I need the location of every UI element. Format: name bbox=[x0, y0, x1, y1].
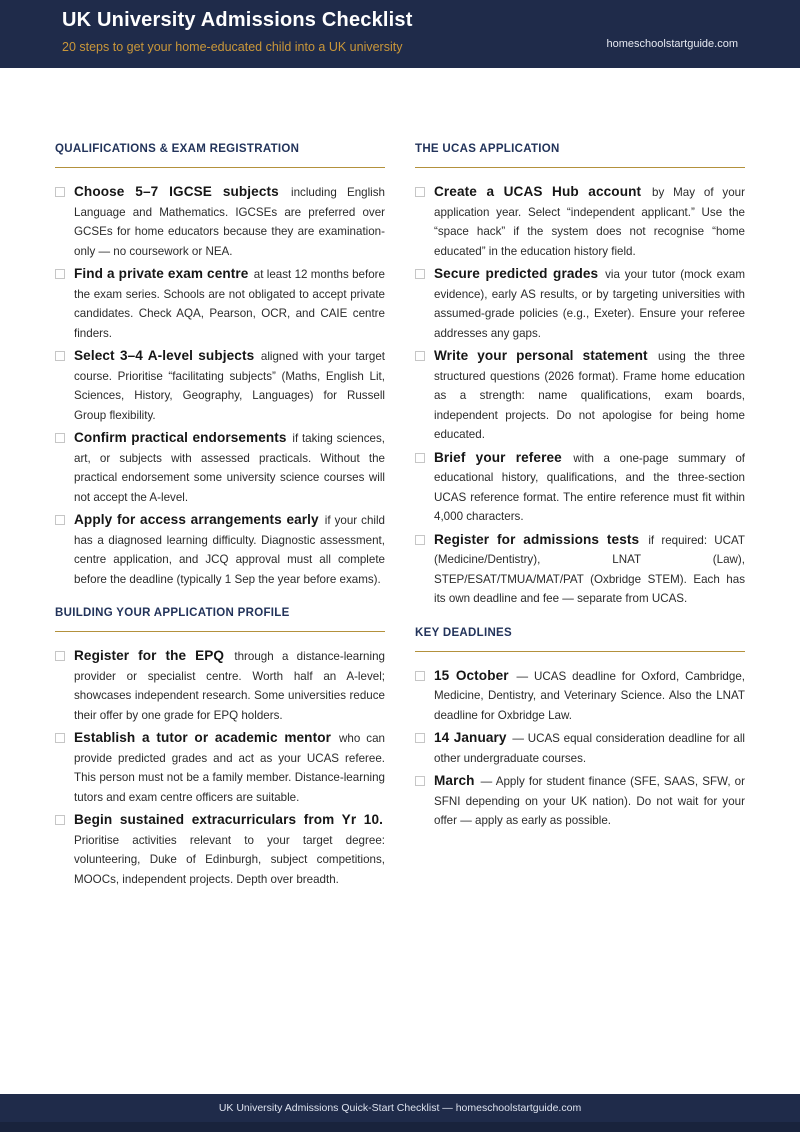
checklist-item bbox=[55, 728, 385, 807]
gold-divider bbox=[55, 167, 385, 168]
item-lead: 14 January bbox=[434, 730, 507, 745]
item-body: who can provide predicted grades and act as your UCAS referee. This person must not be a family member. Distance-learning tutors and exam centre officers are suitable. bbox=[74, 732, 385, 804]
checkbox[interactable] bbox=[415, 535, 425, 545]
right-column bbox=[415, 143, 745, 905]
page-footer bbox=[0, 1094, 800, 1132]
checklist-item bbox=[55, 510, 385, 589]
checklist-item bbox=[55, 182, 385, 261]
checkbox[interactable] bbox=[55, 351, 65, 361]
checkbox[interactable] bbox=[55, 515, 65, 525]
item-body: through a distance-learning provider or specialist centre. Worth half an A-level; showcases independent research. Some universities reduce their offer by one grade for EPQ holders. bbox=[74, 650, 385, 722]
item-body: if required: UCAT (Medicine/Dentistry), LNAT (Law), STEP/ESAT/TMUA/MAT/PAT (Oxbridge STEM). Each has its own deadline and fee — separate from UCAS. bbox=[434, 533, 745, 605]
section-profile bbox=[55, 607, 385, 889]
section-heading: KEY DEADLINES bbox=[415, 626, 512, 639]
gold-divider bbox=[415, 167, 745, 168]
item-lead: Establish a tutor or academic mentor bbox=[74, 730, 331, 745]
item-body: — UCAS deadline for Oxford, Cambridge, Medicine, Dentistry, and Veterinary Science. Also the LNAT deadline for Oxbridge Law. bbox=[434, 669, 745, 722]
item-list bbox=[55, 646, 385, 889]
checklist-item bbox=[415, 264, 745, 343]
checklist-item bbox=[415, 530, 745, 609]
item-lead: Select 3–4 A-level subjects bbox=[74, 348, 255, 363]
page-title: UK University Admissions Checklist bbox=[62, 9, 413, 31]
gold-divider bbox=[415, 651, 745, 652]
section-heading: BUILDING YOUR APPLICATION PROFILE bbox=[55, 607, 290, 619]
item-lead: Write your personal statement bbox=[434, 348, 648, 363]
checkbox[interactable] bbox=[55, 651, 65, 661]
item-body: using the three structured questions (2026 format). Frame home education as a strength: name qualifications, exam boards, independent projects. Do not apologise for being home educated. bbox=[434, 350, 746, 441]
checklist-item bbox=[415, 666, 745, 726]
item-lead: Brief your referee bbox=[434, 449, 562, 465]
item-body: — Apply for student finance (SFE, SAAS, SFW, or SFNI depending on your UK nation). Do not wait for your offer — apply as early as possible. bbox=[434, 775, 745, 827]
item-body: including English Language and Mathematics. IGCSEs are preferred over GCSEs for home educators because they are examination-only — no coursework or NEA. bbox=[74, 186, 385, 258]
checklist-item bbox=[415, 448, 745, 527]
item-lead: Confirm practical endorsements bbox=[74, 430, 287, 445]
site-url: homeschoolstartguide.com bbox=[606, 38, 738, 50]
section-heading: QUALIFICATIONS & EXAM REGISTRATION bbox=[55, 143, 300, 155]
left-column bbox=[55, 143, 385, 905]
item-lead: Register for admissions tests bbox=[434, 531, 640, 547]
footer-text: UK University Admissions Quick-Start Checklist — homeschoolstartguide.com bbox=[218, 1102, 582, 1114]
item-body: by May of your application year. Select “independent applicant.” Use the “space hack” if the system does not recognise “home educated” in the education history field. bbox=[434, 186, 745, 258]
item-lead: March bbox=[434, 773, 475, 788]
item-body: via your tutor (mock exam evidence), early AS results, or by targeting universities with assumed-grade policies (e.g., Exeter). Ensure your referee addresses any gaps. bbox=[434, 268, 745, 340]
item-list bbox=[415, 666, 745, 831]
checkbox[interactable] bbox=[55, 269, 65, 279]
item-lead: Create a UCAS Hub account bbox=[434, 184, 642, 199]
item-list bbox=[415, 182, 745, 609]
item-lead: Begin sustained extracurriculars from Yr 10. bbox=[74, 812, 383, 827]
section-ucas bbox=[415, 143, 745, 609]
item-lead: Choose 5–7 IGCSE subjects bbox=[74, 184, 279, 199]
checklist-item bbox=[55, 428, 385, 507]
checklist-item bbox=[55, 346, 385, 425]
item-lead: 15 October bbox=[434, 667, 509, 683]
checklist-item bbox=[55, 264, 385, 343]
item-body: if taking sciences, art, or subjects with assessed practicals. Without the practical endorsement some university science courses will not accept the A-level. bbox=[74, 432, 385, 504]
checklist-item bbox=[415, 771, 745, 831]
item-body: if your child has a diagnosed learning difficulty. Diagnostic assessment, centre application, and JCQ approval must all complete before the deadline (typically 1 Sep the year before exams). bbox=[74, 514, 385, 586]
checkbox[interactable] bbox=[55, 187, 65, 197]
item-list bbox=[55, 182, 385, 589]
section-deadlines bbox=[415, 627, 745, 831]
gold-divider bbox=[55, 631, 385, 632]
section-heading: THE UCAS APPLICATION bbox=[415, 143, 560, 155]
checkbox[interactable] bbox=[415, 453, 425, 463]
checkbox[interactable] bbox=[415, 733, 425, 743]
item-body: — UCAS equal consideration deadline for all other undergraduate courses. bbox=[434, 732, 745, 765]
item-lead: Find a private exam centre bbox=[74, 266, 249, 281]
item-body: at least 12 months before the exam series. Schools are not obligated to accept private candidates. Check AQA, Pearson, OCR, and CAIE centre finders. bbox=[74, 268, 385, 340]
item-body: aligned with your target course. Prioritise “facilitating subjects” (Maths, English Lit, Sciences, History, Geography, Languages) for Russell Group flexibility. bbox=[74, 350, 385, 422]
checkbox[interactable] bbox=[415, 351, 425, 361]
checkbox[interactable] bbox=[55, 433, 65, 443]
checklist-content bbox=[0, 68, 800, 905]
item-lead: Apply for access arrangements early bbox=[74, 512, 319, 527]
checkbox[interactable] bbox=[55, 815, 65, 825]
checkbox[interactable] bbox=[415, 269, 425, 279]
item-body: with a one-page summary of educational history, qualifications, and the three-section UCAS reference format. The entire reference must fit within 4,000 characters. bbox=[434, 451, 745, 523]
checkbox[interactable] bbox=[55, 733, 65, 743]
checklist-item bbox=[55, 646, 385, 725]
checkbox[interactable] bbox=[415, 776, 425, 786]
page-header bbox=[0, 0, 800, 68]
checklist-item bbox=[415, 346, 745, 445]
checkbox[interactable] bbox=[415, 671, 425, 681]
checkbox[interactable] bbox=[415, 187, 425, 197]
checklist-item bbox=[415, 728, 745, 768]
checklist-item bbox=[415, 182, 745, 261]
page-subtitle: 20 steps to get your home-educated child into a UK university bbox=[62, 40, 403, 54]
item-body: Prioritise activities relevant to your target degree: volunteering, Duke of Edinburgh, subject competitions, MOOCs, independent projects. Depth over breadth. bbox=[74, 833, 385, 886]
section-qualifications bbox=[55, 143, 385, 589]
checklist-item bbox=[55, 810, 385, 889]
item-lead: Register for the EPQ bbox=[74, 648, 225, 663]
item-lead: Secure predicted grades bbox=[434, 266, 599, 281]
